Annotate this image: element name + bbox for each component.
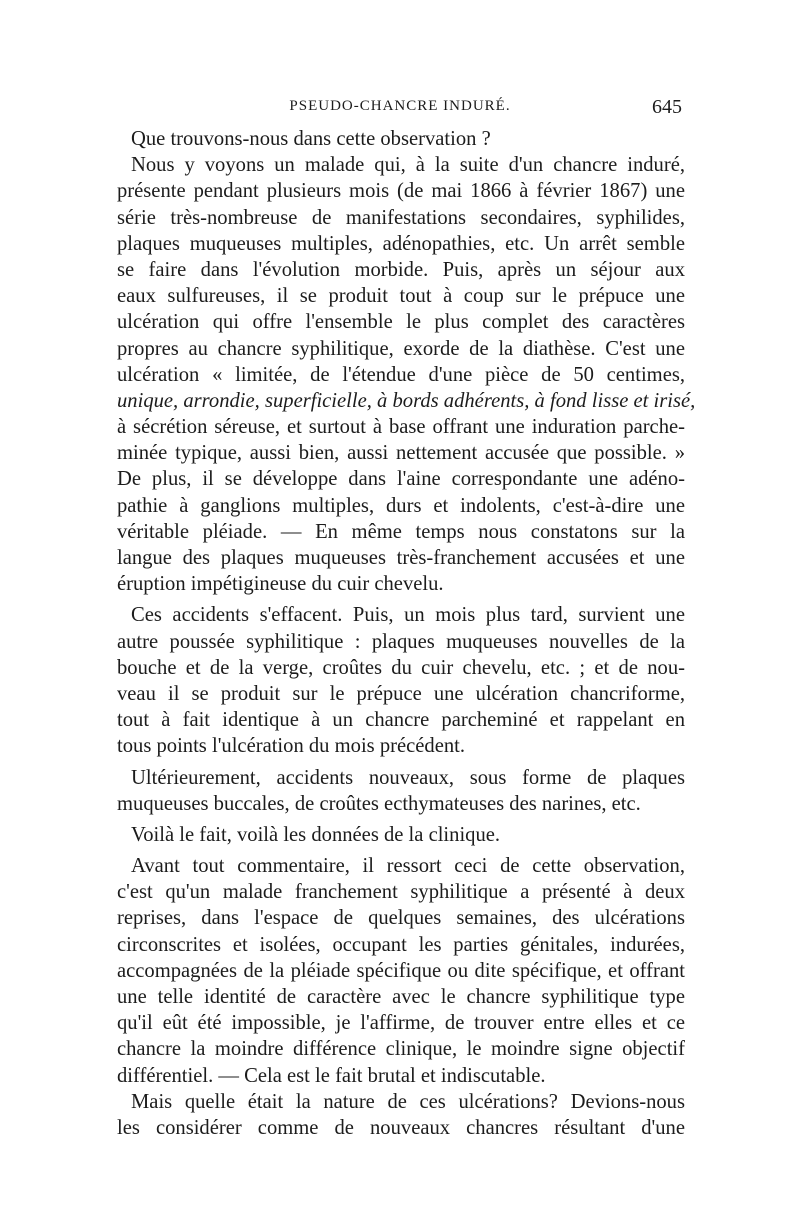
text-line: langue des plaques muqueuses très-franchement accusées et une	[117, 547, 685, 569]
text-line: accompagnées de la pléiade spécifique ou dite spécifique, et offrant	[117, 959, 685, 982]
text-line: se faire dans l'évolution morbide. Puis, après un séjour aux	[117, 258, 685, 281]
text-line: pathie à ganglions multiples, durs et indolents, c'est-à-dire une	[117, 494, 685, 517]
text-line: éruption impétigineuse du cuir chevelu.	[117, 573, 444, 596]
body-text	[117, 126, 696, 1141]
text-line: Nous y voyons un malade qui, à la suite d'un chancre induré,	[131, 154, 685, 177]
text-line: ulcération qui offre l'ensemble le plus complet des caractères	[117, 311, 685, 334]
text-line: Ultérieurement, accidents nouveaux, sous forme de plaques	[131, 766, 685, 789]
text-line: bouche et de la verge, croûtes du cuir chevelu, etc. ; et de nou-	[117, 656, 685, 679]
text-line: présente pendant plusieurs mois (de mai 1866 à février 1867) une	[117, 180, 685, 203]
text-line: De plus, il se développe dans l'aine correspondante une adéno-	[117, 468, 685, 491]
page-number: 645	[652, 96, 682, 118]
text-line: à sécrétion séreuse, et surtout à base offrant une induration parche-	[117, 416, 685, 439]
text-line: tous points l'ulcération du mois précédent.	[117, 735, 466, 758]
text-line: Avant tout commentaire, il ressort ceci de cette observation,	[131, 855, 685, 878]
text-line: chancre la moindre différence clinique, le moindre signe objectif	[117, 1038, 685, 1061]
text-line: propres au chancre syphilitique, exorde de la diathèse. C'est une	[117, 337, 685, 360]
text-line: Que trouvons-nous dans cette observation ?	[131, 128, 491, 150]
text-line: différentiel. — Cela est le fait brutal et indiscutable.	[117, 1064, 546, 1087]
text-line: plaques muqueuses multiples, adénopathies, etc. Un arrêt semble	[117, 232, 685, 255]
text-line: une telle identité de caractère avec le chancre syphilitique type	[117, 986, 685, 1008]
text-line: muqueuses buccales, de croûtes ecthymateuses des narines, etc.	[117, 792, 641, 815]
text-line: véritable pléiade. — En même temps nous constatons sur la	[117, 520, 685, 543]
text-line: circonscrites et isolées, occupant les parties génitales, indurées,	[117, 933, 685, 956]
running-title: PSEUDO-CHANCRE INDURÉ.	[289, 98, 511, 114]
text-line: c'est qu'un malade franchement syphilitique a présenté à deux	[117, 881, 685, 904]
text-line: les considérer comme de nouveaux chancres résultant d'une	[117, 1116, 685, 1139]
text-line: reprises, dans l'espace de quelques semaines, des ulcérations	[117, 907, 685, 930]
text-line: qu'il eût été impossible, je l'affirme, de trouver entre elles et ce	[117, 1012, 685, 1035]
text-line: veau il se produit sur le prépuce une ulcération chancriforme,	[117, 682, 685, 705]
text-line: ulcération « limitée, de l'étendue d'une pièce de 50 centimes,	[117, 363, 685, 386]
text-line: autre poussée syphilitique : plaques muqueuses nouvelles de la	[117, 630, 685, 653]
text-line: tout à fait identique à un chancre parcheminé et rappelant en	[117, 709, 685, 732]
text-line: unique, arrondie, superficielle, à bords adhérents, à fond lisse et irisé,	[117, 389, 696, 412]
text-line: Mais quelle était la nature de ces ulcérations? Devions-nous	[131, 1090, 685, 1113]
page-header	[0, 96, 800, 120]
text-line: Ces accidents s'effacent. Puis, un mois plus tard, survient une	[131, 604, 685, 627]
text-line: Voilà le fait, voilà les données de la clinique.	[131, 823, 501, 846]
text-line: eaux sulfureuses, il se produit tout à coup sur le prépuce une	[117, 285, 685, 308]
text-line: série très-nombreuse de manifestations secondaires, syphilides,	[117, 206, 685, 229]
text-line: minée typique, aussi bien, aussi nettement accusée que possible. »	[117, 442, 685, 465]
